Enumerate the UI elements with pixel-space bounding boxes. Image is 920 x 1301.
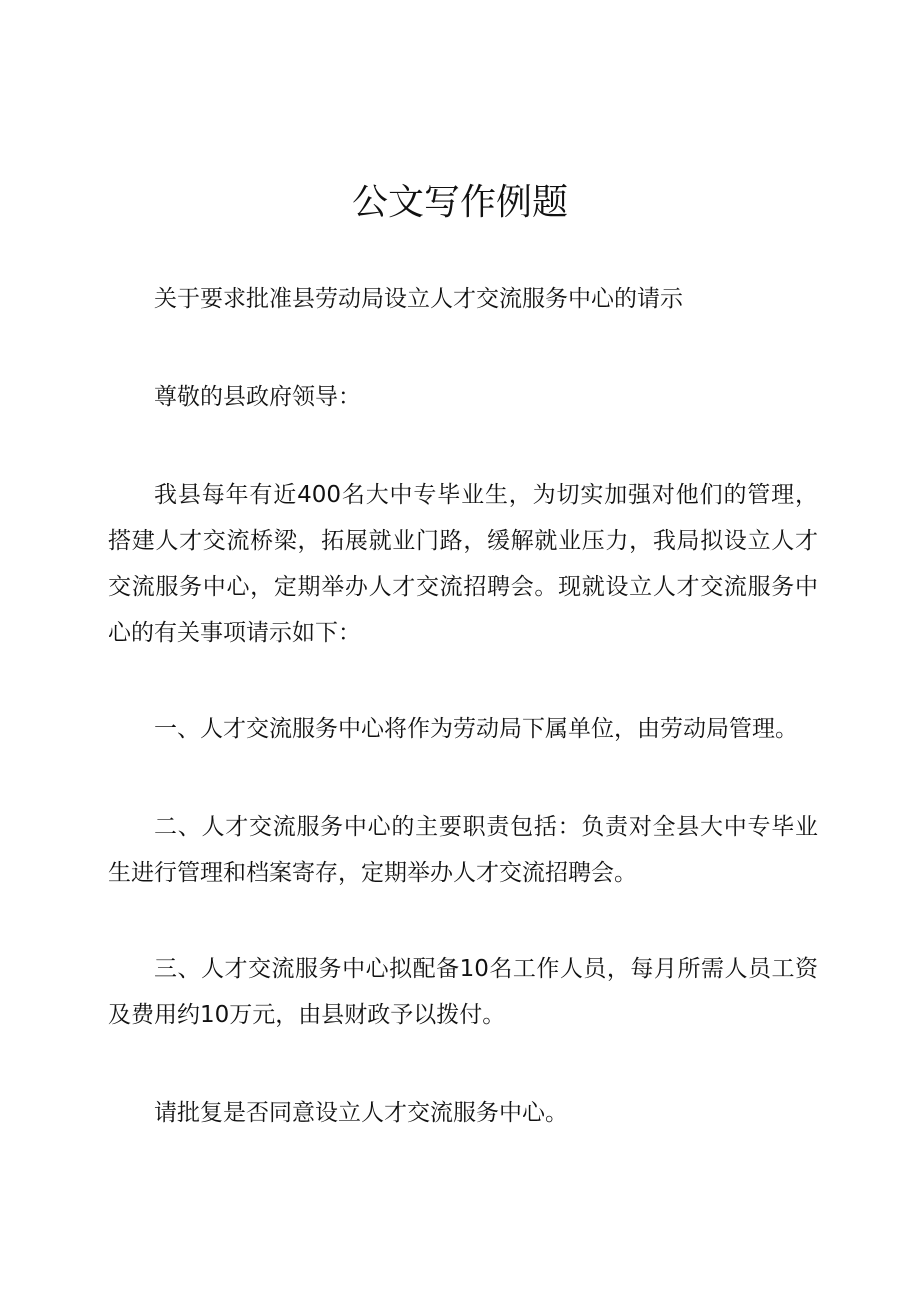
closing-request: 请批复是否同意设立人才交流服务中心。 [154,1100,568,1126]
body-paragraph: 我县每年有近400名大中专毕业生，为切实加强对他们的管理，搭建人才交流桥梁，拓展就业门路，缓解就业压力，我局拟设立人才交流服务中心，定期举办人才交流招聘会。现就设立人才交流服务中心的有关事项请示如下： [108,482,818,646]
document-title: 公文写作例题 [351,182,568,223]
list-item-1: 一、人才交流服务中心将作为劳动局下属单位，由劳动局管理。 [154,716,798,742]
list-item-3: 三、人才交流服务中心拟配备10名工作人员，每月所需人员工资及费用约10万元，由县财政予以拨付。 [108,956,818,1028]
document-subject: 关于要求批准县劳动局设立人才交流服务中心的请示 [154,286,683,312]
list-item-2: 二、人才交流服务中心的主要职责包括：负责对全县大中专毕业生进行管理和档案寄存，定期举办人才交流招聘会。 [108,814,818,886]
salutation: 尊敬的县政府领导： [154,384,361,410]
